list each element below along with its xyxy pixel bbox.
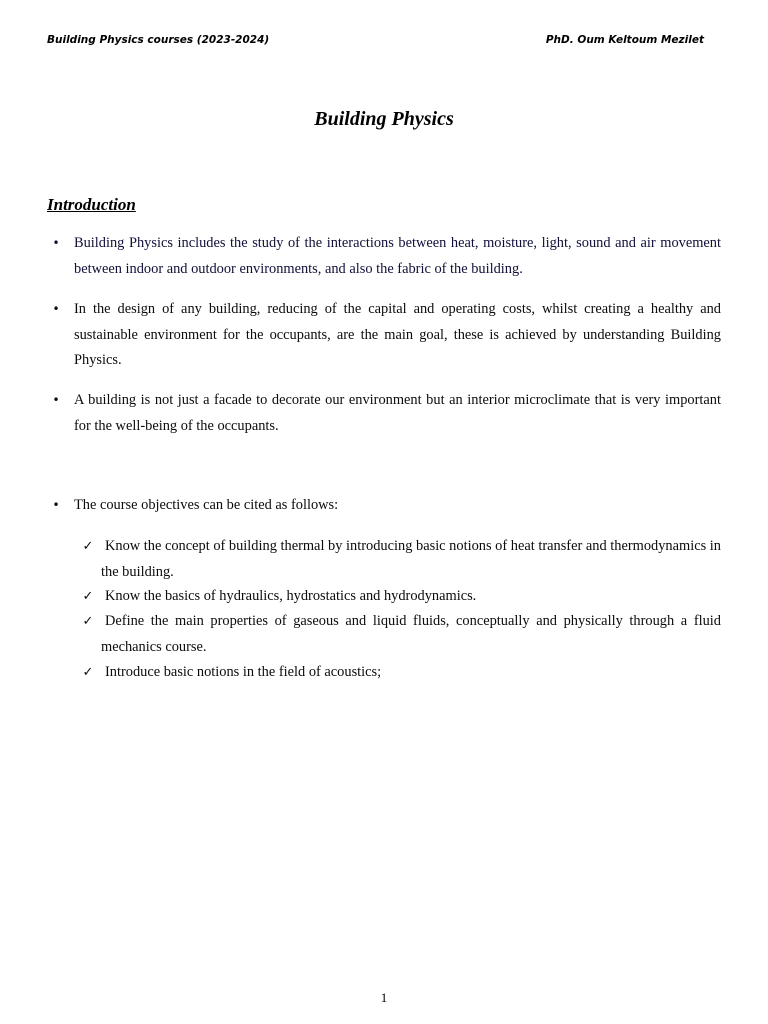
- page-number: 1: [380, 990, 388, 1005]
- checkmark-icon: ✓: [82, 589, 94, 604]
- section-heading-introduction: Introduction: [47, 195, 136, 214]
- checkmark-icon: ✓: [82, 539, 94, 554]
- bullet-icon: •: [52, 498, 60, 512]
- objective-item: [82, 584, 721, 610]
- bullet-icon: •: [52, 302, 60, 316]
- objective-item: [82, 660, 721, 686]
- objective-text: Introduce basic notions in the field of acoustics;: [105, 664, 382, 680]
- bullet-icon: •: [52, 393, 60, 407]
- bullet-text: Building Physics includes the study of the interactions between heat, moisture, light, sound and air movement between indoor and outdoor environments, and also the fabric of the building.: [74, 235, 721, 277]
- bullet-item: [52, 231, 721, 282]
- objective-item: [82, 534, 721, 585]
- bullet-text: In the design of any building, reducing of the capital and operating costs, whilst creating a healthy and sustainable environment for the occupants, are the main goal, these is achieved by understanding Building Physics.: [74, 301, 721, 368]
- bullet-text: The course objectives can be cited as follows:: [74, 497, 339, 513]
- bullet-text: A building is not just a facade to decorate our environment but an interior microclimate that is very important for the well-being of the occupants.: [74, 392, 721, 434]
- bullet-item: [52, 388, 721, 439]
- bullet-icon: •: [52, 236, 60, 250]
- running-header-course: Building Physics courses (2023-2024): [47, 34, 270, 46]
- objective-text: Know the concept of building thermal by introducing basic notions of heat transfer and thermodynamics in the building.: [101, 538, 721, 580]
- checkmark-icon: ✓: [82, 665, 94, 680]
- objective-item: [82, 609, 721, 660]
- bullet-item: [52, 493, 721, 519]
- objective-text: Define the main properties of gaseous and liquid fluids, conceptually and physically through a fluid mechanics course.: [101, 613, 721, 655]
- checkmark-icon: ✓: [82, 614, 94, 629]
- bullet-item: [52, 297, 721, 374]
- running-header-author: PhD. Oum Keltoum Mezilet: [545, 34, 704, 46]
- objective-text: Know the basics of hydraulics, hydrostatics and hydrodynamics.: [105, 588, 477, 604]
- document-title: Building Physics: [314, 108, 454, 130]
